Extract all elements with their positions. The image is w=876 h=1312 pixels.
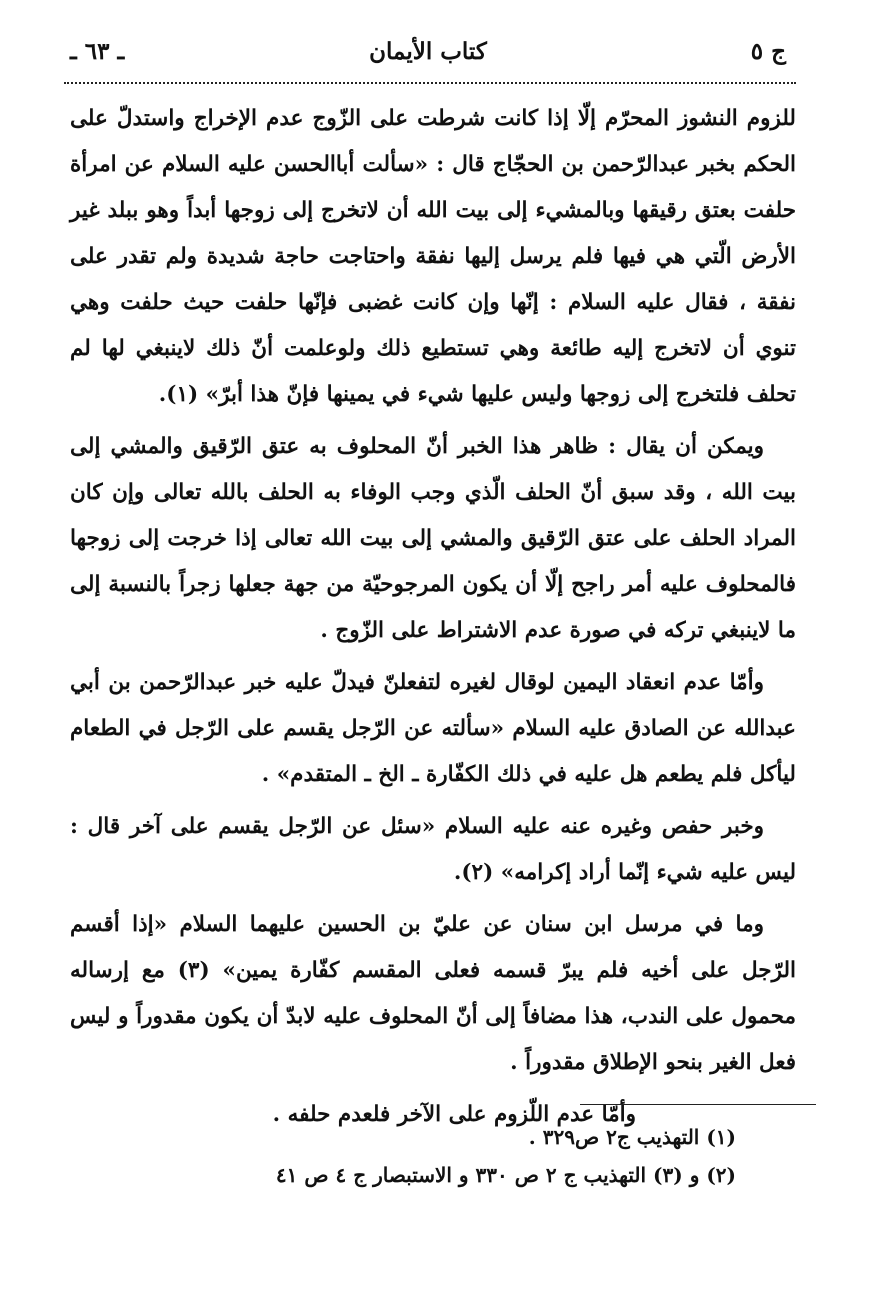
footnote-divider (580, 1104, 816, 1105)
paragraph: وأمّا عدم اللّزوم على الآخر فلعدم حلفه . (272, 1102, 636, 1127)
footnote: (٢) و (٣) التهذيب ج ٢ ص ٣٣٠ و الاستبصار ج ٤ ص ٤١ (275, 1163, 736, 1187)
page-number: ـ ٦٣ ـ (70, 38, 125, 65)
paragraph: ويمكن أن يقال : ظاهر هذا الخبر أنّ المحلوف به عتق الرّقيق والمشي إلى بيت الله ، وقد سبق أنّ الحلف الّذي وجب الوفاء به الحلف بالله تعالى وإن كان المراد الحلف على عتق الرّقيق والمشي إلى بيت الله تعالى إذا خرجت إلى زوجها فالمحلوف عليه أمر راجح إلّا أن يكون المرجوحيّة من جهة جعلها زجراً بالنسبة إلى ما لاينبغي تركه في صورة عدم الاشتراط على الزّوج . (70, 434, 796, 643)
footnotes (70, 1118, 736, 1194)
chapter-title: كتاب الأيمان (369, 38, 487, 65)
paragraph: وخبر حفص وغيره عنه عليه السلام «سئل عن الرّجل يقسم على آخر قال : ليس عليه شيء إنّما أراد إكرامه» (٢). (70, 814, 796, 885)
paragraph: للزوم النشوز المحرّم إلّا إذا كانت شرطت على الزّوج عدم الإخراج واستدلّ على الحكم بخبر عبدالرّحمن بن الحجّاج قال : «سألت أباالحسن عليه السلام عن امرأة حلفت بعتق رقيقها وبالمشيء إلى بيت الله أن لاتخرج إلى زوجها أبداً وهو ببلد غير الأرض الّتي هي فيها فلم يرسل إليها نفقة واحتاجت حاجة شديدة ولم تقدر على نفقة ، فقال عليه السلام : إنّها وإن كانت غضبى فإنّها حلفت حيث حلفت وهي تنوي أن لاتخرج إليه طائعة وهي تستطيع ذلك ولوعلمت أنّ ذلك لاينبغي لها لم تحلف فلتخرج إلى زوجها وليس عليها شيء في يمينها فإنّ هذا أبرّ» (١). (70, 106, 796, 407)
main-text (70, 96, 796, 1144)
header-divider (64, 82, 796, 84)
footnote: (١) التهذيب ج٢ ص٣٢٩ . (528, 1125, 736, 1149)
paragraph: وأمّا عدم انعقاد اليمين لوقال لغيره لتفعلنّ فيدلّ عليه خبر عبدالرّحمن بن أبي عبدالله عن الصادق عليه السلام «سألته عن الرّجل يقسم على الرّجل في الطعام ليأكل فلم يطعم هل عليه في ذلك الكفّارة ـ الخ ـ المتقدم» . (70, 670, 796, 787)
paragraph: وما في مرسل ابن سنان عن عليّ بن الحسين عليهما السلام «إذا أقسم الرّجل على أخيه فلم يبرّ قسمه فعلى المقسم كفّارة يمين» (٣) مع إرساله محمول على الندب، هذا مضافاً إلى أنّ المحلوف عليه لابدّ أن يكون مقدوراً و ليس فعل الغير بنحو الإطلاق مقدوراً . (70, 912, 796, 1075)
page-header (70, 38, 786, 78)
volume-label: ج ٥ (750, 38, 786, 65)
